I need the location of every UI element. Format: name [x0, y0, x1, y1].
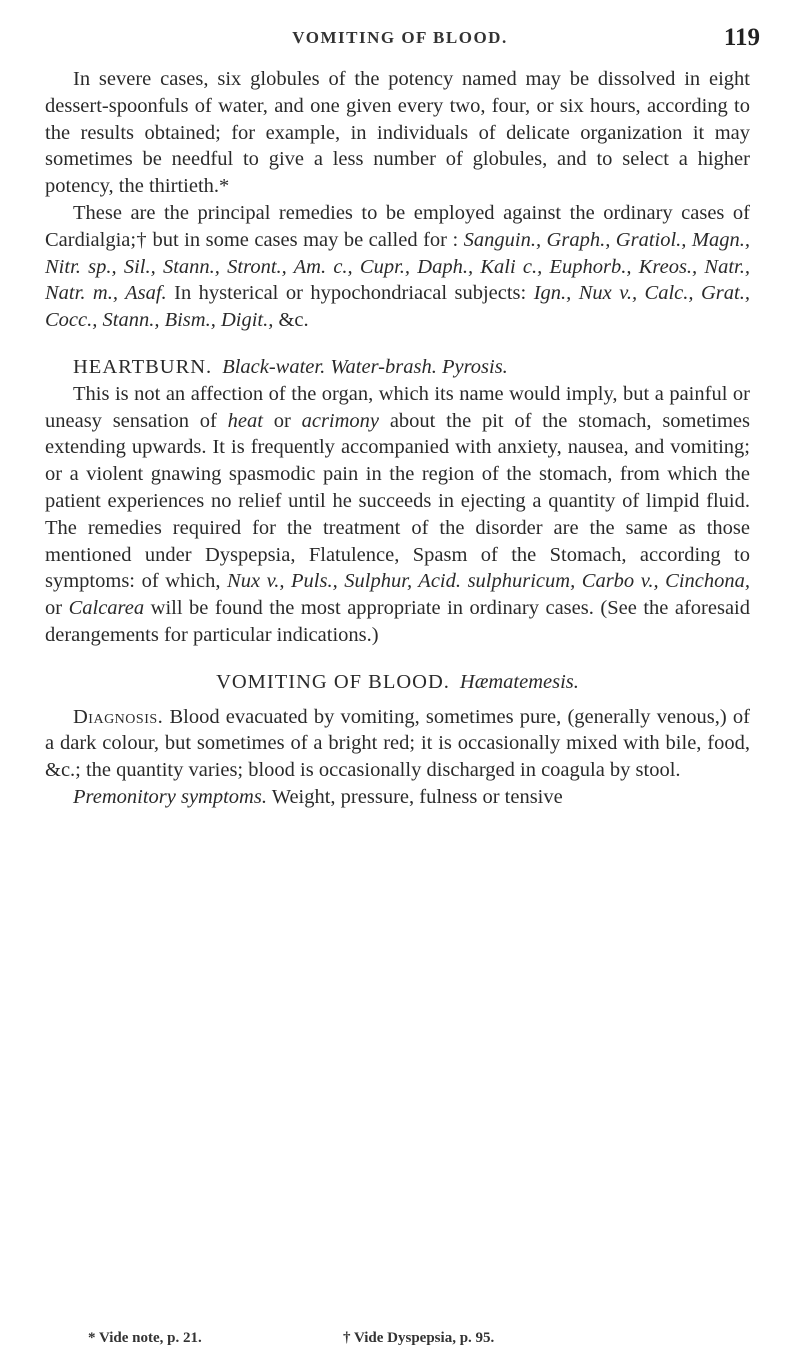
vomiting-synonym: Hæmatemesis. [459, 670, 579, 693]
heartburn-text-2: about the pit of the stomach, sometimes extending upwards. It is frequently accompanied with anxiety, nausea, and vomiting; or a violent gnawing spasmodic pain in the region of the stomach, from which the patient experiences no relief until he succeeds in ejecting a quantity of limpid fluid. The remedies required for the treatment of the disorder are the same as those mentioned under Dyspepsia, Flatulence, Spasm of the Stomach, according to symptoms: of which, [45, 409, 751, 593]
footnote-vide-note: * Vide note, p. 21. [88, 1330, 202, 1346]
paragraph-diagnosis [45, 704, 750, 784]
heartburn-or-2: or [45, 597, 69, 620]
page-header [0, 24, 800, 64]
diagnosis-label: Diagnosis. [73, 705, 164, 728]
heartburn-text-3: will be found the most appropriate in ordinary cases. (See the aforesaid derangements for particular indications.) [45, 597, 750, 646]
heartburn-text-1: This is not an affection of the organ, which its name would imply, but a painful or uneasy sensation of [45, 382, 750, 432]
heartburn-title: HEARTBURN. [73, 355, 213, 378]
page-number: 119 [723, 24, 760, 51]
paragraph-remedies [45, 200, 750, 334]
heartburn-or: or [262, 409, 302, 432]
vomiting-heading-line [45, 669, 750, 696]
remedies-list-general: Sanguin., Graph., Gratiol., Magn., Nitr. sp., Sil., Stann., Stront., Am. c., Cupr., Daph., Kali c., Euphorb., Kreos., Natr., Natr. m., Asaf. [45, 228, 750, 305]
paragraph-heartburn [45, 381, 750, 649]
heartburn-calcarea: Calcarea [68, 597, 145, 620]
remedies-list-hysterical: Ign., Nux v., Calc., Grat., Cocc., Stann., Bism., Digit., [45, 282, 750, 332]
remedies-end: &c. [273, 309, 309, 332]
running-head: VOMITING OF BLOOD. [292, 28, 508, 47]
paragraph-premonitory [45, 784, 750, 811]
heartburn-remedies: Nux v., Puls., Sulphur, Acid. sulphuricum, Carbo v., Cinchona, [227, 570, 750, 593]
heartburn-acrimony: acrimony [301, 409, 380, 432]
body-text [45, 66, 750, 811]
heartburn-synonyms: Black-water. Water-brash. Pyrosis. [222, 355, 508, 378]
heartburn-heat: heat [227, 409, 263, 432]
premonitory-text: Weight, pressure, fulness or tensive [266, 785, 563, 808]
footnote-vide-dyspepsia: † Vide Dyspepsia, p. 95. [343, 1330, 495, 1346]
vomiting-title: VOMITING OF BLOOD. [216, 670, 450, 693]
paragraph-dosage: In severe cases, six globules of the potency named may be dissolved in eight dessert-spoonfuls of water, and one given every two, four, or six hours, according to the results obtained; for example, in individuals of delicate organization it may sometimes be needful to give a less number of globules, and to select a higher potency, the thirtieth.* [45, 68, 750, 198]
remedies-mid: In hysterical or hypochondriacal subjects: [166, 282, 534, 305]
remedies-intro: These are the principal remedies to be employed against the ordinary cases of Cardialgia;† but in some cases may be called for : [45, 201, 750, 251]
diagnosis-text: Blood evacuated by vomiting, sometimes pure, (generally venous,) of a dark colour, but sometimes of a bright red; it is occasionally mixed with bile, food, &c.; the quantity varies; blood is occasionally discharged in coagula by stool. [45, 705, 750, 782]
premonitory-label: Premonitory symptoms. [73, 785, 267, 808]
heartburn-heading-line [45, 354, 750, 381]
